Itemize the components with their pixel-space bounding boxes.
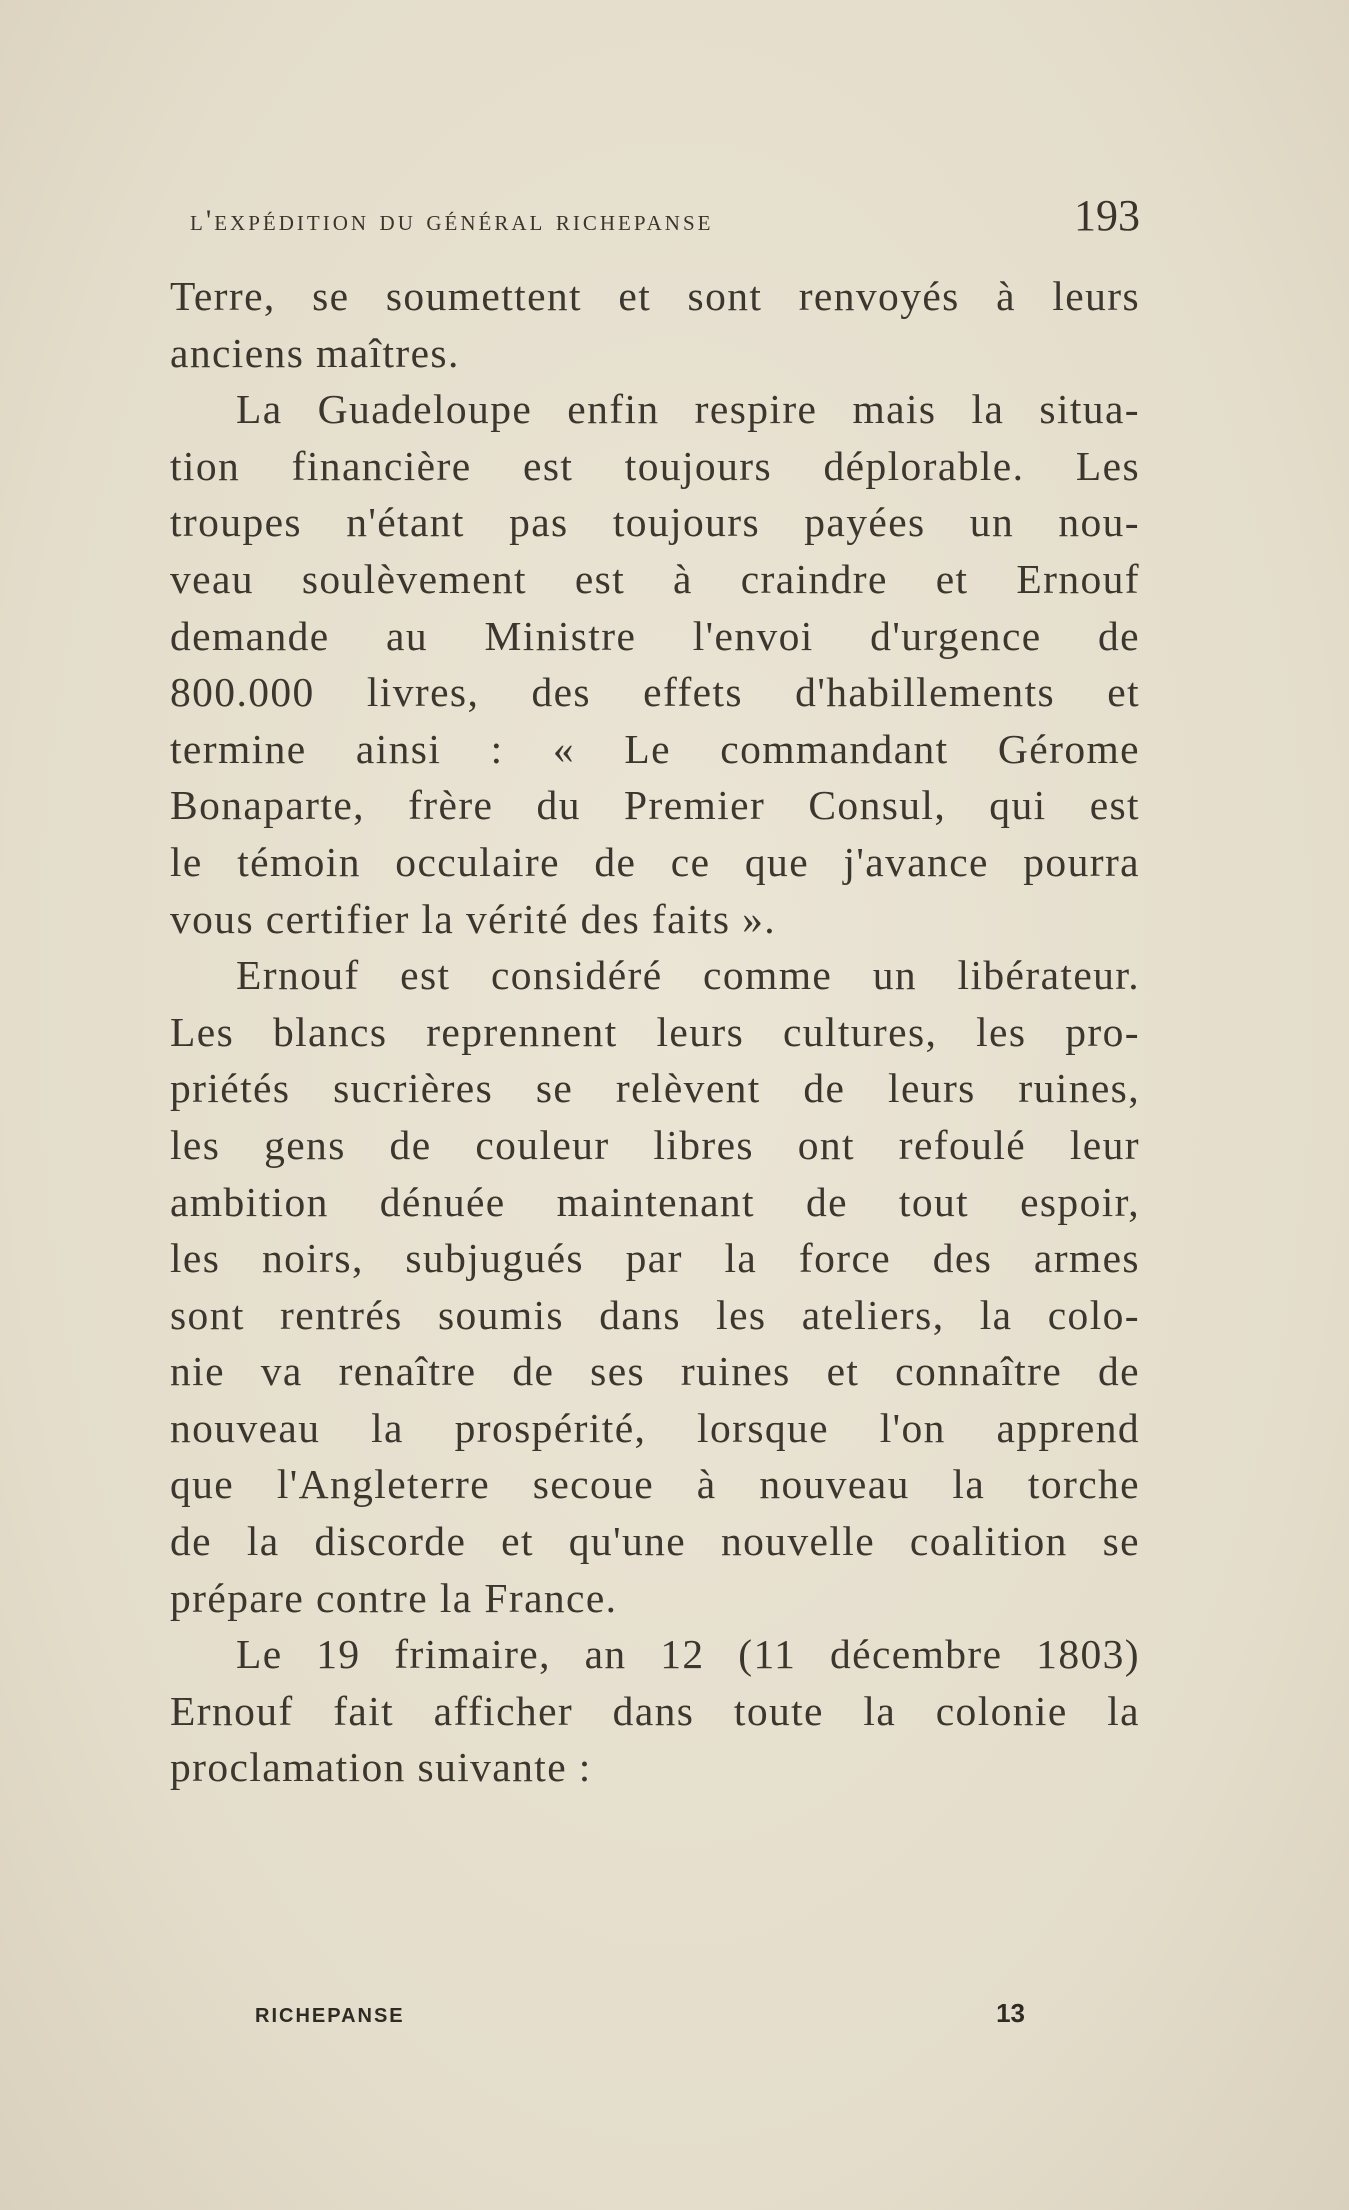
text-line: La Guadeloupe enfin respire mais la situa- — [236, 386, 1140, 433]
text-line: demande au Ministre l'envoi d'urgence de — [170, 612, 1140, 659]
text-line: ambition dénuée maintenant de tout espoir, — [170, 1178, 1140, 1225]
text-line: nie va renaître de ses ruines et connaître de — [170, 1348, 1140, 1395]
text-line: Ernouf fait afficher dans toute la colonie la — [170, 1687, 1140, 1734]
text-line: Terre, se soumettent et sont renvoyés à leurs — [170, 273, 1140, 319]
text-line: priétés sucrières se relèvent de leurs ruines, — [170, 1065, 1140, 1112]
text-line: les gens de couleur libres ont refoulé leur — [170, 1121, 1140, 1168]
text-line: troupes n'étant pas toujours payées un nou- — [170, 499, 1140, 546]
text-line: tion financière est toujours déplorable. Les — [170, 442, 1140, 489]
page-header — [190, 190, 1140, 250]
text-line: Ernouf est considéré comme un libérateur. — [236, 952, 1140, 999]
text-line: vous certifier la vérité des faits ». — [170, 895, 777, 942]
text-line: de la discorde et qu'une nouvelle coalition se — [170, 1518, 1140, 1565]
text-line: le témoin occulaire de ce que j'avance pourra — [170, 838, 1140, 885]
sheet-number: 13 — [996, 1998, 1025, 2028]
text-line: Bonaparte, frère du Premier Consul, qui est — [170, 782, 1140, 829]
running-head: l'expédition du général richepanse — [190, 204, 714, 237]
page-footer — [255, 1998, 1025, 2029]
page-number: 193 — [1074, 191, 1140, 240]
text-line: nouveau la prospérité, lorsque l'on apprend — [170, 1404, 1140, 1451]
text-line: les noirs, subjugués par la force des armes — [170, 1235, 1140, 1282]
text-line: termine ainsi : « Le commandant Gérome — [170, 725, 1140, 772]
text-line: anciens maîtres. — [170, 329, 460, 376]
text-line: que l'Angleterre secoue à nouveau la torche — [170, 1461, 1140, 1508]
text-line: Le 19 frimaire, an 12 (11 décembre 1803) — [236, 1631, 1140, 1678]
text-line: prépare contre la France. — [170, 1574, 618, 1621]
signature-mark: RICHEPANSE — [255, 2005, 405, 2027]
text-line: Les blancs reprennent leurs cultures, les pro- — [170, 1008, 1140, 1055]
text-line: veau soulèvement est à craindre et Ernouf — [170, 555, 1140, 602]
body-text — [170, 268, 1140, 1796]
text-line: 800.000 livres, des effets d'habillements et — [170, 669, 1140, 716]
text-line: sont rentrés soumis dans les ateliers, la colo- — [170, 1291, 1140, 1338]
text-line: proclamation suivante : — [170, 1744, 592, 1791]
